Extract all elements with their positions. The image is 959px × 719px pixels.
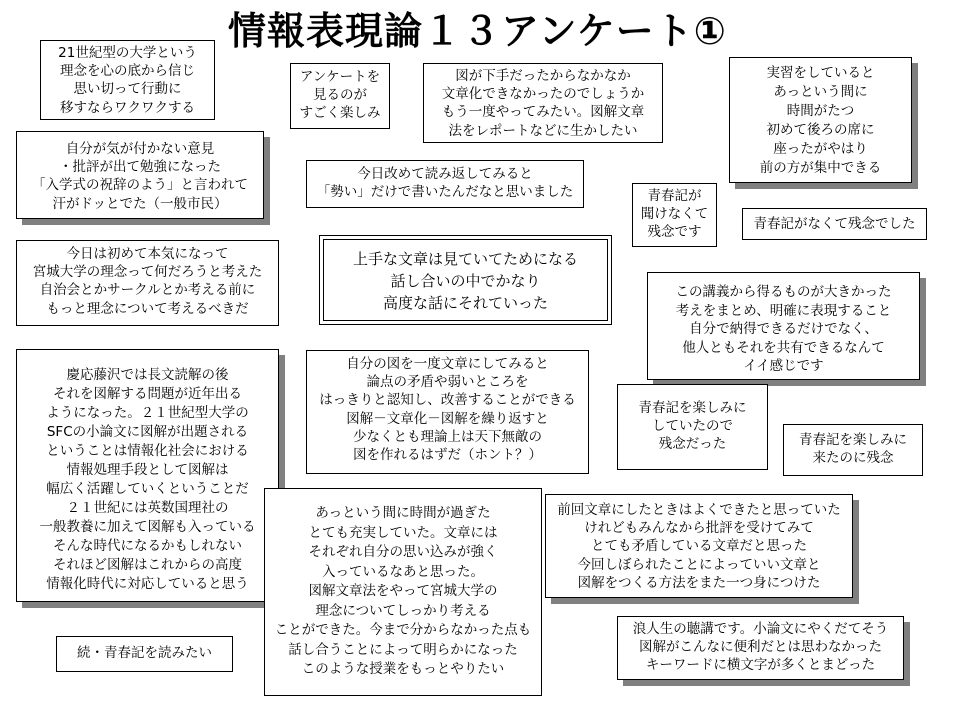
- page-title: 情報表現論１３アンケート①: [228, 9, 727, 53]
- comment-line: アンケートを: [299, 69, 381, 85]
- comment-line: 文章化できなかったのでしょうか: [441, 86, 645, 103]
- comment-line: 話し合いの中でかなり: [390, 272, 541, 290]
- comment-box-lecture-value: [647, 272, 920, 380]
- comment-line: 入っているなあと思った。: [322, 563, 484, 580]
- comment-line: 情報化時代に対応していると思う: [46, 576, 249, 592]
- comment-line: 理念を心の底から信じ: [60, 63, 195, 80]
- comment-line: 青春記を楽しみに: [799, 432, 907, 448]
- comment-line: していたので: [652, 418, 733, 435]
- comment-line: ということは情報化社会における: [46, 443, 249, 459]
- comment-line: 少なくとも理論上は天下無敵の: [353, 428, 542, 445]
- comment-line: 今回しぼられたことによっていい文章と: [577, 556, 821, 573]
- comment-box-practice-time: [729, 57, 912, 183]
- comment-line: 図が下手だったからなかなか: [455, 68, 631, 84]
- comment-line: 幅広く活躍していくということだ: [46, 481, 249, 497]
- comment-line: 法をレポートなどに生かしたい: [448, 122, 638, 139]
- comment-box-looked-forward: [617, 384, 768, 470]
- comment-line: 見るのが: [313, 87, 367, 104]
- comment-box-21st-century: [40, 40, 215, 120]
- comment-line: ・批評が出て勉強になった: [59, 159, 221, 176]
- comment-line: イイ感じです: [743, 358, 824, 374]
- comment-line: 理念についてしっかり考える: [315, 602, 491, 619]
- comment-line: 一般教養に加えて図解も入っている: [39, 519, 256, 535]
- comment-line: 高度な話にそれていった: [382, 294, 548, 312]
- comment-line: あっという間に時間が過ぎた: [315, 505, 491, 521]
- comment-line: 移すならワクワクする: [60, 99, 195, 116]
- comment-box-previous-writing: [545, 494, 853, 598]
- comment-box-fulfilling-class: [264, 488, 542, 696]
- comment-line: 図解がこんなに便利だとは思わなかった: [639, 639, 882, 656]
- comment-box-university-ideals: [16, 240, 279, 326]
- comment-line: 自治会とかサークルとか考える前に: [39, 282, 256, 299]
- comment-line: ことができた。今まで分からなかった点も: [274, 622, 532, 638]
- comment-line: とても充実していた。文章には: [308, 524, 498, 541]
- comment-line: ようになった。２１世紀型大学の: [46, 405, 249, 421]
- comment-line: 汗がドッとでた（一般市民）: [52, 195, 228, 212]
- comment-line: 情報処理手段として図解は: [66, 462, 229, 478]
- comment-line: SFCの小論文に図解が出題される: [46, 424, 249, 440]
- comment-line: 来たのに残念: [812, 450, 894, 467]
- comment-line: 上手な文章は見ていてためになる: [352, 250, 578, 268]
- comment-line: 残念です: [647, 224, 702, 241]
- comment-line: 図を作れるはずだ（ホント？）: [353, 447, 542, 464]
- comment-line: 初めて後ろの席に: [766, 122, 875, 138]
- comment-line: 宮城大学の理念って何だろうと考えた: [32, 264, 263, 281]
- comment-line: 慶応藤沢では長文読解の後: [66, 367, 229, 383]
- comment-line: 聞けなくて: [640, 206, 709, 223]
- comment-line: それを図解する問題が近年出る: [53, 386, 242, 402]
- comment-line: それぞれ自分の思い込みが強く: [308, 544, 498, 560]
- comment-line: 考えをまとめ、明確に表現すること: [675, 302, 892, 319]
- comment-box-feedback: [16, 131, 264, 219]
- comment-line: 図解をつくる方法をまた一つ身につけた: [577, 574, 821, 591]
- comment-line: もっと理念について考えるべきだ: [46, 300, 249, 317]
- comment-line: 前の方が集中できる: [759, 160, 882, 176]
- comment-line: 今日は初めて本気になって: [66, 246, 229, 262]
- comment-line: この講義から得るものが大きかった: [675, 284, 892, 300]
- comment-line: 論点の矛盾や弱いところを: [366, 374, 529, 391]
- comment-box-came-for-story: [783, 424, 923, 476]
- comment-line: 青春記がなくて残念でした: [753, 216, 916, 232]
- comment-line: 「勢い」だけで書いたんだなと思いました: [316, 184, 574, 201]
- comment-line: 他人ともそれを共有できるなんて: [682, 339, 885, 356]
- comment-line: 座ったがやはり: [773, 141, 868, 157]
- comment-line: 自分の図を一度文章にしてみると: [346, 356, 549, 372]
- comment-line: 時間がたつ: [786, 103, 855, 119]
- comment-box-good-writing: [323, 239, 608, 321]
- comment-line: けれどもみんなから批評を受けてみて: [584, 520, 814, 537]
- comment-line: 自分で納得できるだけでなく、: [689, 321, 878, 337]
- comment-line: もう一度やってみたい。図解文章: [441, 104, 645, 121]
- comment-line: 実習をしていると: [766, 65, 875, 81]
- comment-line: 「入学式の祝辞のよう」と言われて: [32, 177, 248, 194]
- comment-box-iterate-diagram: [306, 350, 589, 474]
- comment-line: 話し合うことによって明らかになった: [288, 641, 518, 658]
- comment-line: 青春記が: [647, 188, 702, 204]
- comment-line: 図解文章法をやって宮城大学の: [308, 583, 498, 599]
- comment-line: 今日改めて読み返してみると: [357, 166, 533, 182]
- comment-line: 青春記を楽しみに: [638, 400, 747, 416]
- comment-line: 思い切って行動に: [73, 81, 182, 98]
- comment-line: 続・青春記を読みたい: [77, 645, 212, 661]
- comment-line: 21世紀型の大学という: [58, 45, 197, 61]
- comment-box-keio-sfc: [16, 349, 279, 602]
- comment-box-reread: [306, 160, 584, 208]
- comment-line: とても矛盾している文章だと思った: [591, 538, 807, 555]
- comment-line: 残念だった: [658, 436, 727, 453]
- comment-box-diagram-skill: [423, 63, 663, 143]
- comment-line: ２１世紀には英数国理社の: [66, 500, 229, 516]
- comment-line: 図解－文章化－図解を繰り返すと: [346, 410, 549, 427]
- comment-line: 浪人生の聴講です。小論文にやくだてそう: [632, 621, 889, 637]
- comment-line: はっきりと認知し、改善することができる: [319, 392, 576, 409]
- comment-line: このような授業をもっとやりたい: [301, 661, 505, 677]
- comment-line: すごく楽しみ: [299, 105, 381, 122]
- comment-box-enjoy-survey: [290, 63, 390, 129]
- comment-line: キーワードに横文字が多くとまどった: [645, 657, 876, 674]
- comment-line: 自分が気が付かない意見: [65, 141, 215, 157]
- comment-line: それほど図解はこれからの高度: [53, 557, 242, 573]
- comment-line: あっという間に: [773, 84, 868, 100]
- comment-box-missed-story: [632, 183, 717, 247]
- comment-line: そんな時代になるかもしれない: [53, 538, 242, 554]
- comment-box-ronin-auditor: [617, 616, 904, 680]
- comment-box-sequel-story: [56, 636, 233, 672]
- comment-box-no-story: [742, 208, 927, 240]
- comment-line: 前回文章にしたときはよくできたと思っていた: [557, 502, 841, 518]
